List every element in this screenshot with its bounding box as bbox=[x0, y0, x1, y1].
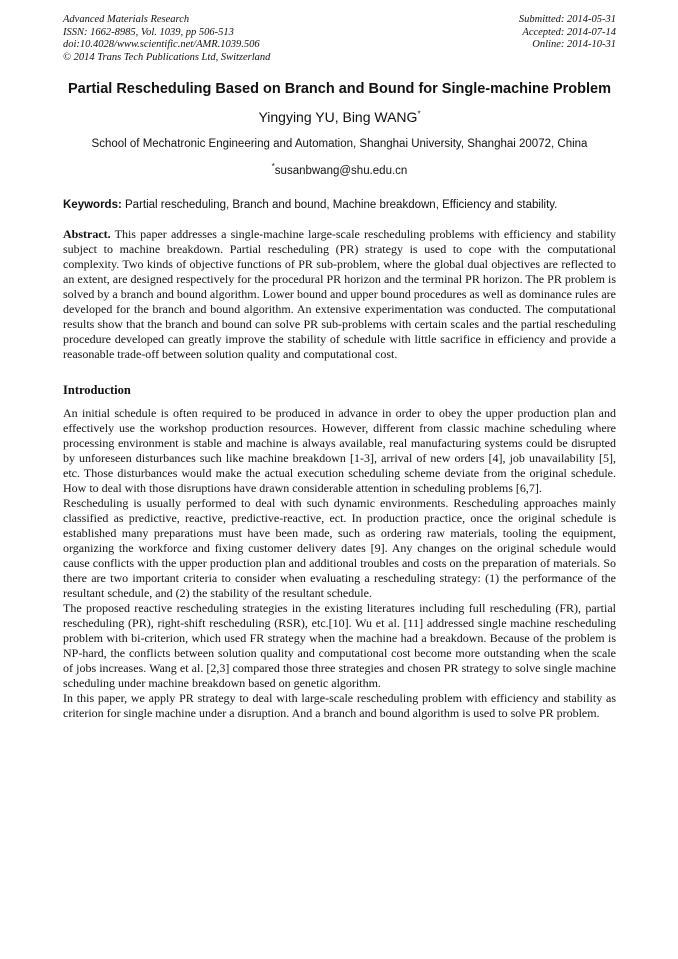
author-names: Yingying YU, Bing WANG bbox=[258, 109, 418, 125]
journal-name: Advanced Materials Research bbox=[63, 14, 190, 25]
section-heading-introduction: Introduction bbox=[63, 382, 131, 397]
abstract bbox=[63, 227, 616, 362]
email-address[interactable]: susanbwang@shu.edu.cn bbox=[274, 164, 408, 177]
journal-issn: ISSN: 1662-8985, Vol. 1039, pp 506-513 bbox=[63, 26, 234, 38]
submitted-date: Submitted: 2014-05-31 bbox=[518, 14, 616, 25]
email-mark: * bbox=[271, 162, 275, 171]
journal-copyright: © 2014 Trans Tech Publications Ltd, Switzerland bbox=[63, 51, 271, 63]
online-date: Online: 2014-10-31 bbox=[532, 39, 616, 50]
keywords-text: Partial rescheduling, Branch and bound, Machine breakdown, Efficiency and stability. bbox=[125, 198, 558, 211]
abstract-text: This paper addresses a single-machine large-scale rescheduling problems with efficiency and stability subject to machine breakdown. Partial rescheduling (PR) strategy is used to cope with the computational complexity. Two kinds of objective functions of PR sub-problem, where the global dual objectives are reflected to an extent, are designed respectively for the procedural PR horizon and the terminal PR horizon. The PR problem is solved by a branch and bound algorithm. Lower bound and upper bound procedures as well as dominance rules are developed for the branch and bound algorithm. An extensive experimentation was conducted. The computational results show that the branch and bound can solve PR sub-problems with certain scales and the partial rescheduling procedure developed can greatly improve the stability of schedule with little sacrifice in efficiency and provide a reasonable trade-off between solution quality and computational cost. bbox=[63, 226, 616, 361]
paragraph: In this paper, we apply PR strategy to deal with large-scale rescheduling problem with efficiency and stability as criterion for single machine under a disruption. And a branch and bound algorithm is used to solve PR problem. bbox=[63, 690, 616, 720]
journal-info bbox=[63, 14, 270, 64]
email-line bbox=[63, 162, 616, 177]
paper-page bbox=[63, 14, 616, 721]
author-line bbox=[63, 109, 616, 125]
paragraph: An initial schedule is often required to be produced in advance in order to obey the upper production plan and effectively use the workshop production resources. However, different from classic machine scheduling where processing environment is stable and machine is always available, real manufacturing systems could be disrupted by unforeseen disturbances such like machine breakdown [1-3], arrival of new orders [4], job unavailability [5], etc. Those disturbances would make the actual execution scheduling scheme deviate from the original schedule. How to deal with those disruptions have drawn considerable attention in scheduling problems [6,7]. bbox=[63, 405, 616, 495]
paper-title: Partial Rescheduling Based on Branch and Bound for Single-machine Problem bbox=[67, 81, 612, 97]
keywords bbox=[63, 198, 616, 212]
corresponding-mark: * bbox=[417, 109, 421, 119]
affiliation: School of Mechatronic Engineering and Automation, Shanghai University, Shanghai 20072, China bbox=[91, 138, 588, 150]
submission-dates bbox=[519, 14, 616, 64]
introduction-body bbox=[63, 406, 616, 721]
paragraph: Rescheduling is usually performed to deal with such dynamic environments. Rescheduling approaches mainly classified as predictive, reactive, predictive-reactive, ect. In production practice, once the original schedule is established many preparations must have been made, such as ordering raw materials, tooling the equipment, organizing the workforce and fixing customer delivery dates [9]. Any changes on the original schedule would cause conflicts with the upper production plan and additional troubles and costs on the preparation of materials. So there are two important criteria to consider when evaluating a rescheduling strategy: (1) the performance of the resultant schedule, and (2) the stability of the resultant schedule. bbox=[63, 495, 616, 600]
journal-doi: doi:10.4028/www.scientific.net/AMR.1039.506 bbox=[63, 39, 260, 50]
journal-header bbox=[63, 14, 616, 64]
keywords-label: Keywords: bbox=[63, 198, 122, 211]
abstract-label: Abstract. bbox=[63, 226, 111, 241]
accepted-date: Accepted: 2014-07-14 bbox=[522, 26, 616, 38]
paragraph: The proposed reactive rescheduling strategies in the existing literatures including full rescheduling (FR), partial rescheduling (PR), right-shift rescheduling (RSR), etc.[10]. Wu et al. [11] addressed single machine rescheduling problem with bi-criterion, which used FR strategy when the machine had a breakdown. Because of the problem is NP-hard, the conflicts between solution quality and computational cost become more outstanding when the scale of jobs increases. Wang et al. [2,3] compared those three strategies and chosen PR strategy to solve single machine scheduling under machine breakdown based on genetic algorithm. bbox=[63, 600, 616, 690]
